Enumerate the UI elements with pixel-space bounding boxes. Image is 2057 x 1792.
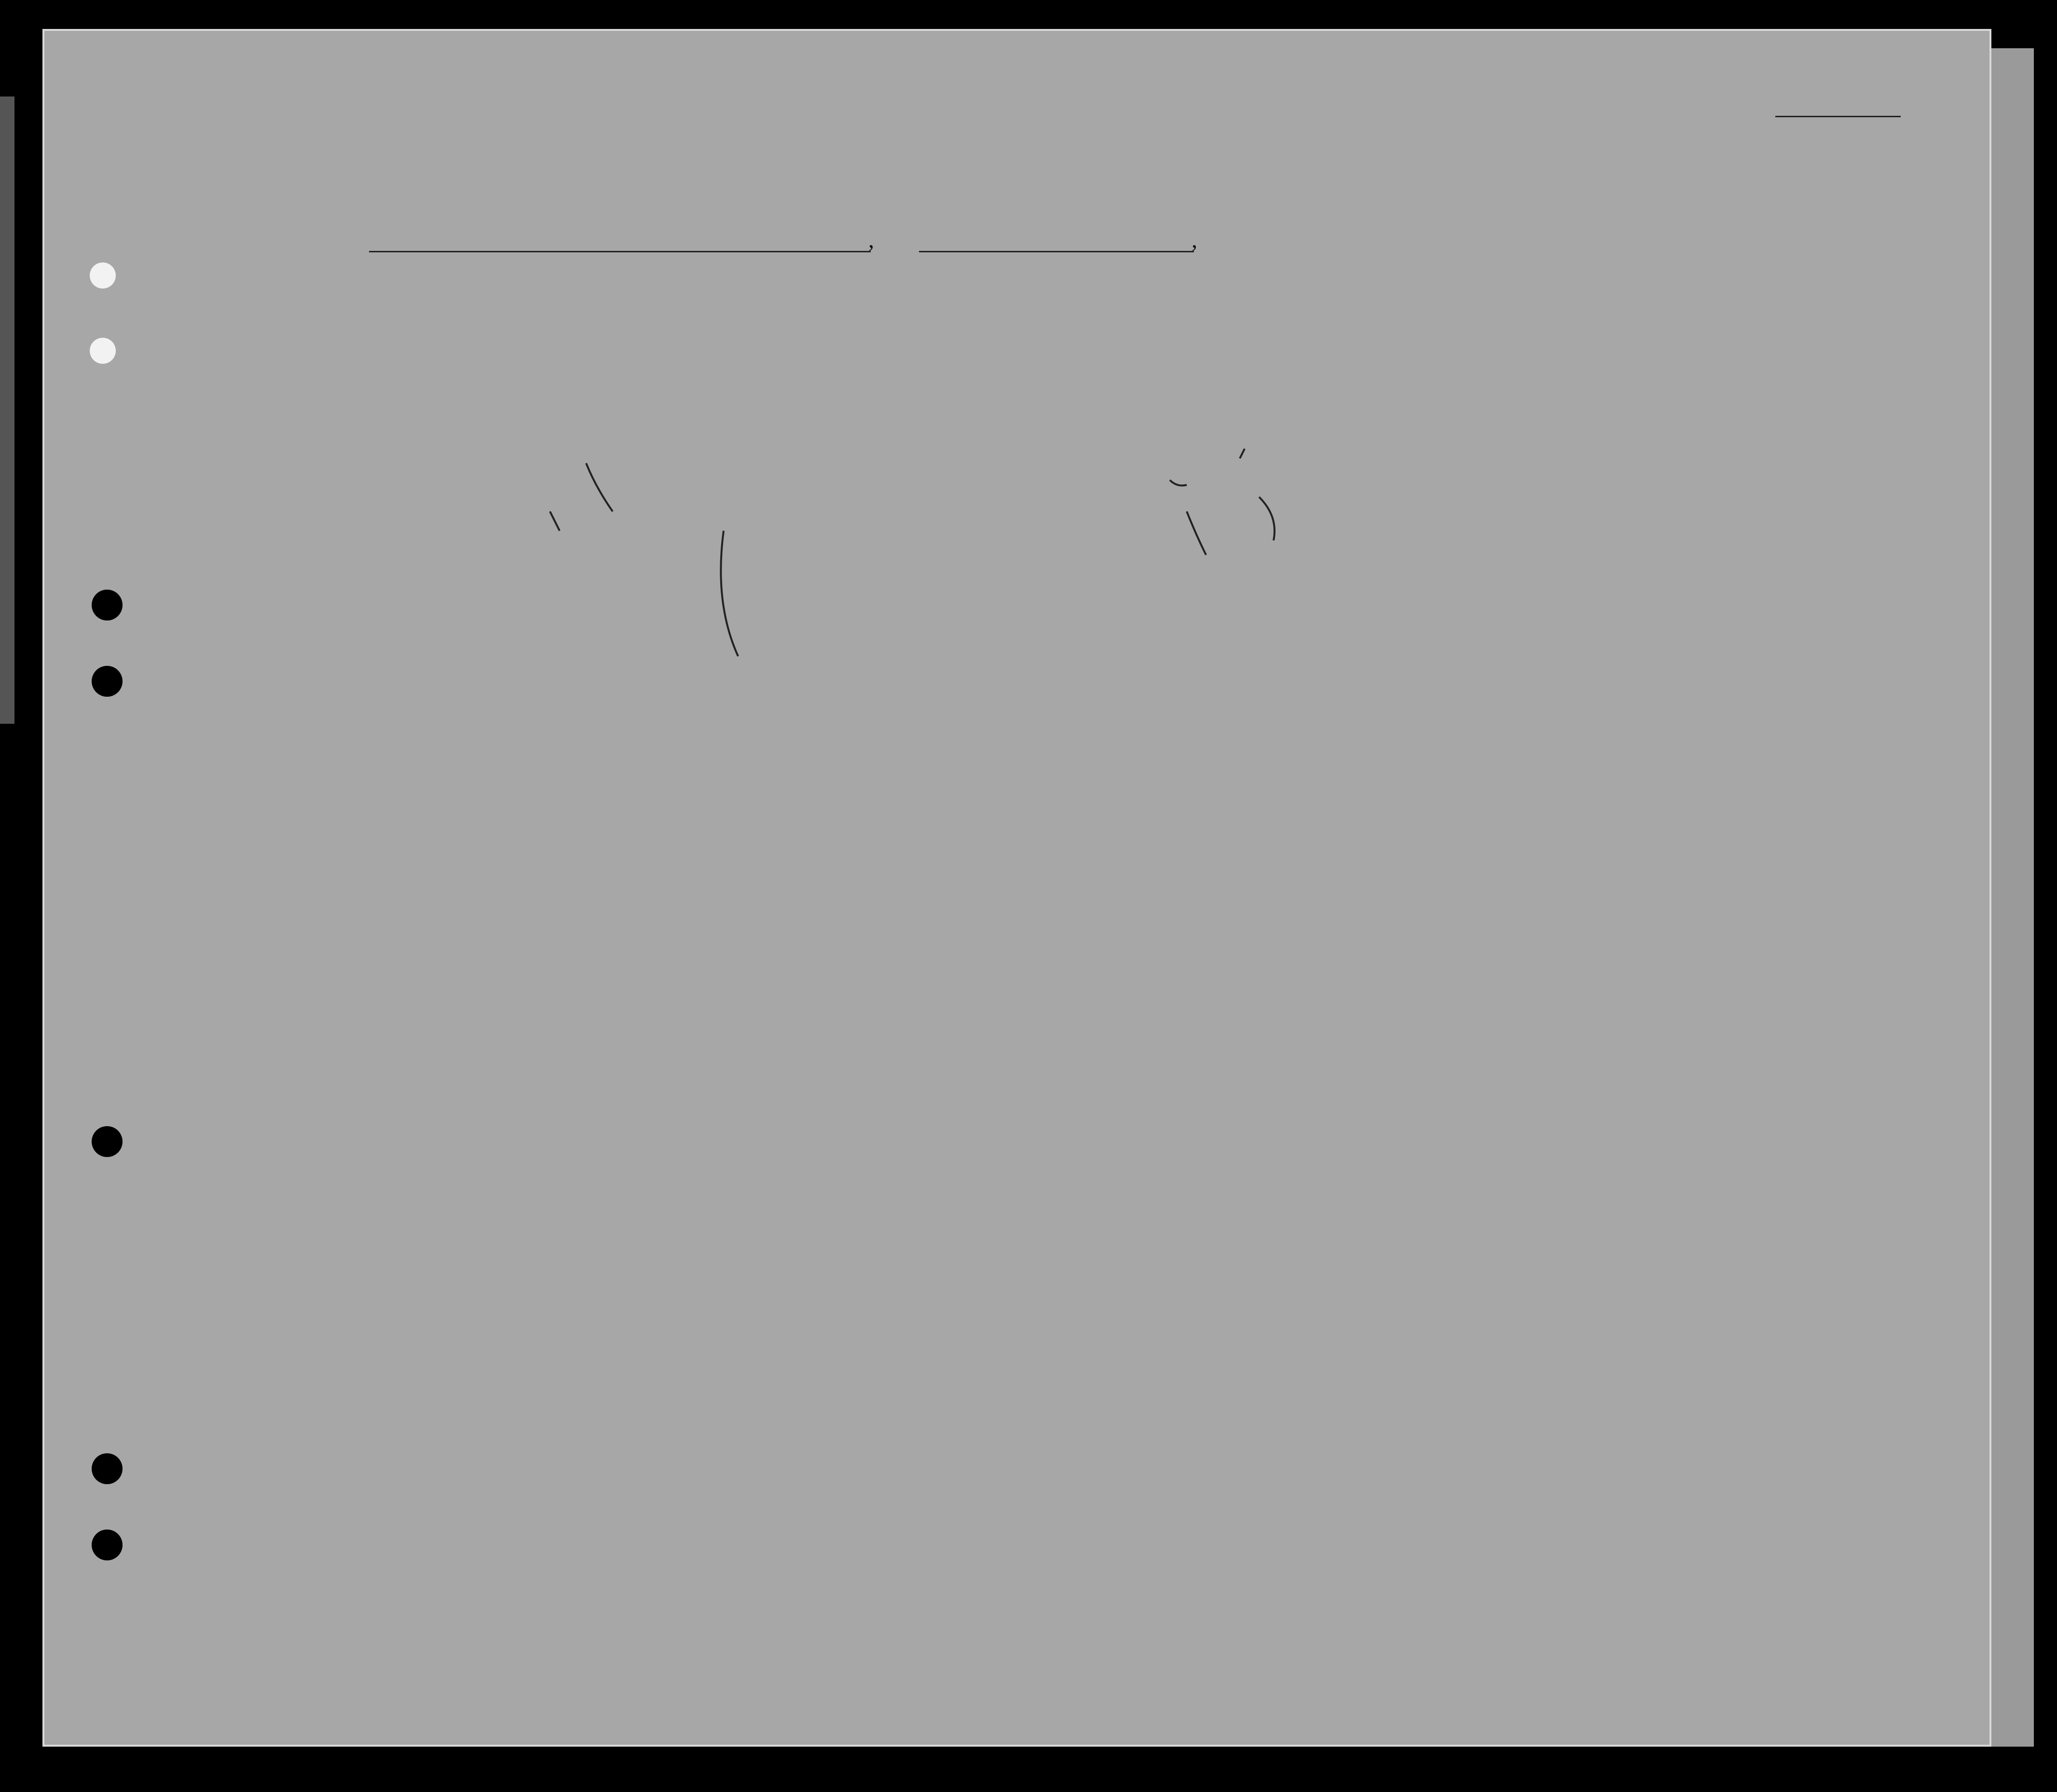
col24c-heading — [1253, 328, 1287, 439]
col25-heading — [1291, 318, 1321, 439]
col33-feet-heading — [1623, 405, 1638, 434]
col19-heading — [603, 314, 624, 429]
col20-heading — [627, 324, 721, 328]
col26-heading — [1325, 318, 1340, 439]
col29-heading — [1423, 318, 1452, 439]
col24a-heading — [1142, 328, 1176, 439]
comma-mark: , — [1192, 227, 1197, 253]
comma-mark: , — [868, 227, 874, 253]
col33-inches-heading — [1646, 396, 1660, 434]
col24b-heading — [1183, 328, 1217, 439]
col27-heading — [1349, 318, 1364, 439]
col28-heading — [1371, 318, 1414, 439]
col30-heading — [1467, 318, 1491, 439]
col21-heading — [724, 314, 745, 429]
